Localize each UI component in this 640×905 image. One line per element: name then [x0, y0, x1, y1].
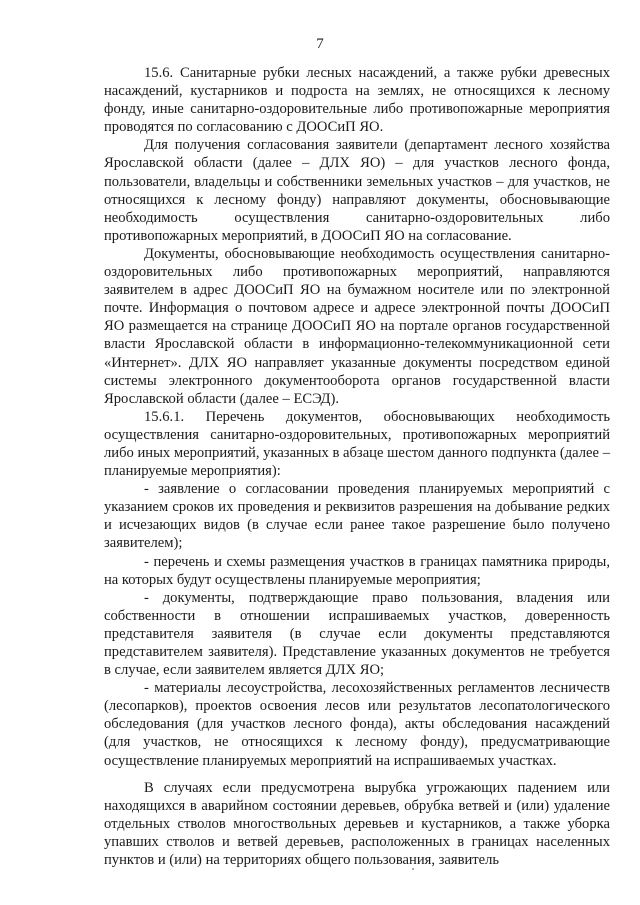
paragraph-applicants: Для получения согласования заявители (департамент лесного хозяйства Ярославской области (далее – ДЛХ ЯО) – для участков лесного фонда, пользователи, владельцы и собственники земельных участков – для участков, не относящихся к лесному фонду) направляют документы, обосновывающие необходимость осуществления санитарно-оздоровительных либо противопожарных мероприятий, в ДООСиП ЯО на согласование. [104, 137, 610, 244]
page-number: 7 [316, 36, 324, 52]
list-item-forest-materials: - материалы лесоустройства, лесохозяйственных регламентов лесничеств (лесопарков), проектов освоения лесов или результатов лесопатологического обследования (для участков лесного фонда), акты обследования насаждений (для участков, не относящихся к лесному фонду), предусматривающие осуществление планируемых мероприятий на испрашиваемых участках. [104, 680, 610, 769]
paragraph-documents-submission: Документы, обосновывающие необходимость осуществления санитарно-оздоровительных либо противопожарных мероприятий, направляются заявителем в адрес ДООСиП ЯО на бумажном носителе или по электронной почте. Информация о почтовом адресе и адресе электронной почты ДООСиП ЯО размещается на странице ДООСиП ЯО на портале органов государственной власти Ярославской области в информационно-телекоммуникационной сети «Интернет». ДЛХ ЯО направляет указанные документы посредством единой системы электронного документооборота органов государственной власти Ярославской области (далее – ЕСЭД). [104, 245, 610, 407]
list-item-ownership-documents: - документы, подтверждающие право пользования, владения или собственности в отношении испрашиваемых участков, доверенность представителя заявителя (в случае если документы представляются представителем заявителя). Представление указанных документов не требуется в случае, если заявителем является ДЛХ ЯО; [104, 589, 610, 679]
list-item-application: - заявление о согласовании проведения планируемых мероприятий с указанием сроков их проведения и реквизитов разрешения на добывание редких и исчезающих видов (в случае если ранее такое разрешение было получено заявителем); [104, 481, 610, 552]
document-body [104, 64, 610, 869]
scan-speck [412, 868, 414, 870]
list-item-site-schemes: - перечень и схемы размещения участков в границах памятника природы, на которых будут осуществлены планируемые мероприятия; [104, 553, 610, 588]
paragraph-15-6: 15.6. Санитарные рубки лесных насаждений, а также рубки древесных насаждений, кустарников и подроста на землях, не относящихся к лесному фонду, иные санитарно-оздоровительные либо противопожарные мероприятия проводятся по согласованию с ДООСиП ЯО. [104, 65, 610, 136]
paragraph-15-6-1: 15.6.1. Перечень документов, обосновывающих необходимость осуществления санитарно-оздоровительных, противопожарных мероприятий либо иных мероприятий, указанных в абзаце шестом данного подпункта (далее – планируемые мероприятия): [104, 408, 610, 480]
paragraph-emergency-trees: В случаях если предусмотрена вырубка угрожающих падением или находящихся в аварийном состоянии деревьев, обрубка ветвей и (или) удаление отдельных стволов многоствольных деревьев и кустарников, а также уборка упавших стволов и ветвей деревьев, расположенных в границах населенных пунктов и (или) на территориях общего пользования, заявитель [104, 779, 610, 869]
